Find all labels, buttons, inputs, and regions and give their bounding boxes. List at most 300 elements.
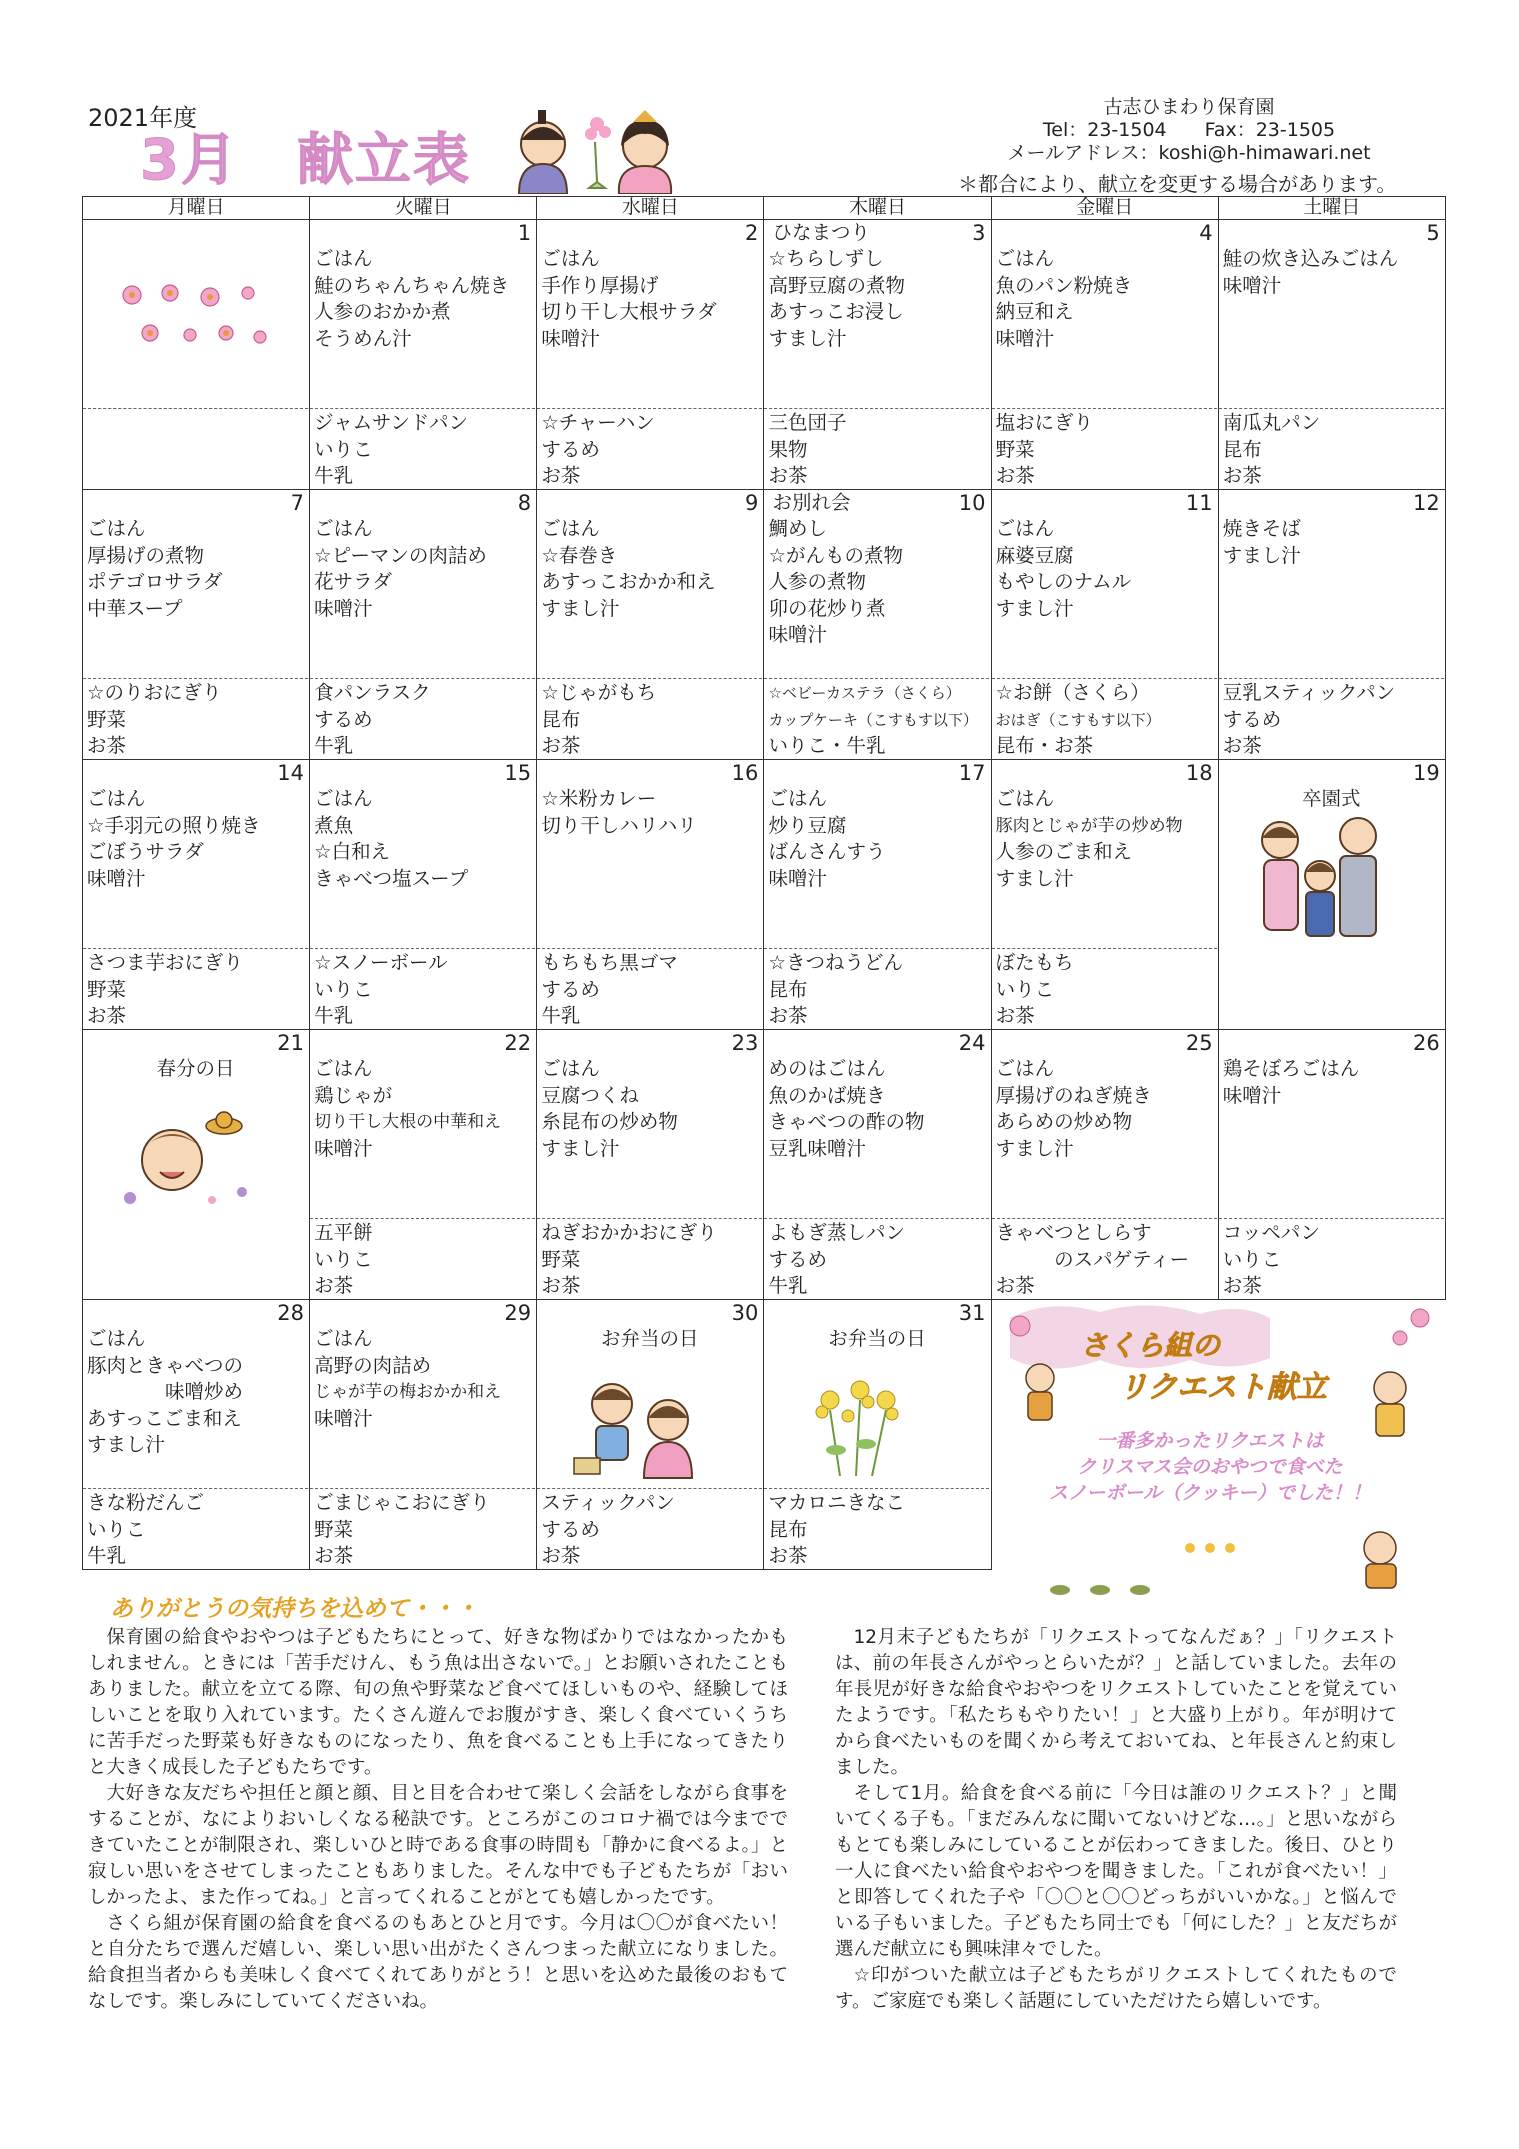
day-event: お弁当の日: [601, 1327, 699, 1350]
snack-item: よもぎ蒸しパン: [768, 1221, 905, 1244]
lunch-menu: [541, 1056, 760, 1162]
lunch-item: ごはん: [87, 787, 146, 810]
lunch-menu: [314, 1056, 533, 1162]
day-event: お別れ会: [772, 491, 851, 514]
lunch-item: きゃべつ塩スープ: [314, 866, 469, 890]
snack-item: するめ: [541, 437, 600, 461]
snack-item: ☆きつねうどん: [768, 951, 903, 974]
lunch-item: 豚肉とじゃが芋の炒め物: [995, 815, 1183, 836]
snack-item: 昆布: [768, 977, 808, 1001]
snack-item: ☆スノーボール: [314, 951, 448, 974]
snack-item: するめ: [314, 707, 373, 731]
snack-item: いりこ: [314, 977, 373, 1001]
day-event: 春分の日: [156, 1057, 235, 1080]
snack-item: きゃべつとしらす: [995, 1221, 1152, 1244]
lunch-item: ☆がんもの煮物: [768, 543, 903, 567]
day-number: 19: [1413, 761, 1440, 785]
lunch-item: ごはん: [314, 1327, 373, 1350]
lunch-item: 人参のおかか煮: [314, 300, 451, 323]
snack-item: 昆布: [768, 1517, 808, 1541]
lunch-item: ごはん: [995, 1057, 1055, 1080]
day-cell: [764, 490, 991, 760]
request-title-line2: リクエスト献立: [1118, 1370, 1327, 1405]
snack-item: するめ: [541, 1517, 600, 1541]
week-row: [83, 490, 1446, 760]
snack-item: 牛乳: [314, 464, 354, 487]
snack-menu: [768, 680, 987, 760]
day-cell: [1218, 1030, 1445, 1300]
lunch-item: 魚のかば焼き: [768, 1083, 886, 1107]
lunch-item: ごはん: [314, 247, 373, 270]
lunch-snack-divider: [310, 408, 535, 409]
request-text-line1: 一番多かったリクエストは: [1096, 1430, 1324, 1452]
day-number: 21: [277, 1031, 304, 1055]
lunch-menu: [1223, 516, 1442, 569]
lunch-menu: [87, 786, 306, 892]
lunch-item: すまし汁: [995, 1136, 1074, 1160]
lunch-item: 豆腐つくね: [541, 1083, 639, 1107]
day-cell: [991, 490, 1218, 760]
lunch-item: ごはん: [995, 247, 1055, 270]
thanks-right-column: [835, 1625, 1397, 2015]
day-number: 22: [504, 1031, 532, 1055]
lunch-menu: [314, 246, 533, 352]
lunch-item: 厚揚げのねぎ焼き: [995, 1083, 1152, 1107]
lunch-item: あすっこごま和え: [87, 1406, 242, 1430]
lunch-item: 鮭のちゃんちゃん焼き: [314, 273, 510, 297]
day-number: 15: [504, 761, 532, 785]
lunch-item: ポテゴロサラダ: [87, 570, 223, 593]
day-number: 14: [277, 761, 304, 785]
lunch-snack-divider: [537, 1218, 762, 1219]
day-cell: [310, 220, 537, 490]
lunch-item: 高野の肉詰め: [314, 1353, 432, 1377]
lunch-menu: [87, 1326, 306, 1459]
lunch-item: 味噌汁: [768, 866, 827, 890]
snack-item: ☆じゃがもち: [541, 681, 657, 704]
lunch-snack-divider: [83, 948, 308, 949]
weekday-header: 月曜日: [83, 197, 310, 220]
day-number: 18: [1185, 761, 1213, 785]
lunch-item: ☆白和え: [314, 840, 391, 863]
snack-item: お茶: [541, 464, 581, 487]
lunch-item: 味噌汁: [768, 623, 827, 646]
lunch-snack-divider: [992, 678, 1217, 679]
snack-item: お茶: [541, 1544, 581, 1567]
day-cell: [1218, 220, 1445, 490]
lunch-snack-divider: [310, 678, 535, 679]
lunch-snack-divider: [1219, 1218, 1444, 1219]
snack-item: 牛乳: [768, 1274, 808, 1297]
lunch-item: すまし汁: [541, 596, 620, 620]
day-cell: [991, 220, 1218, 490]
lunch-item: すまし汁: [541, 1136, 620, 1160]
lunch-item: ごはん: [314, 787, 373, 810]
lunch-item: 味噌汁: [314, 596, 373, 620]
lunch-snack-divider: [992, 948, 1217, 949]
snack-item: 豆乳スティックパン: [1222, 681, 1396, 704]
day-cell: [1218, 490, 1445, 760]
snack-item: お茶: [314, 1544, 354, 1567]
lunch-item: ごはん: [768, 787, 827, 810]
snack-menu: [314, 950, 533, 1030]
snack-item: 牛乳: [87, 1544, 127, 1567]
lunch-item: すまし汁: [995, 866, 1074, 890]
day-number: 28: [277, 1301, 304, 1325]
thanks-right-paragraph: 12月末子どもたちが「リクエストってなんだぁ？」「リクエストは、前の年長さんがやっとらいたが？」と話していました。去年の年長児が好きな給食やおやつをリクエストしていたことを覚えていたようです。「私たちもやりたい！」と大盛り上がり。年が明けてから食べたいものを聞くから考えておいてね、と年長さんと約束しました。: [835, 1627, 1397, 1778]
snack-item: ぼたもち: [995, 951, 1074, 974]
lunch-menu: [996, 1056, 1215, 1162]
lunch-menu: [314, 786, 533, 892]
lunch-snack-divider: [537, 1488, 762, 1489]
lunch-item: ばんさんすう: [768, 840, 886, 863]
day-cell: [537, 760, 764, 1030]
lunch-item: 切り干しハリハリ: [541, 813, 697, 837]
day-number: 11: [1185, 491, 1213, 515]
lunch-item: すまし汁: [768, 326, 847, 350]
lunch-item: 人参の煮物: [768, 570, 866, 593]
snack-item: スティックパン: [541, 1491, 675, 1514]
snack-item: 野菜: [87, 977, 127, 1001]
day-number: 31: [958, 1301, 986, 1325]
snack-item: するめ: [541, 977, 600, 1001]
email-address: メールアドレス：koshi@h-himawari.net: [1007, 142, 1371, 164]
snack-menu: [768, 950, 987, 1030]
snack-item: 昆布: [1222, 437, 1262, 461]
week-row: [83, 220, 1446, 490]
lunch-item: 花サラダ: [314, 570, 392, 593]
snack-item: 牛乳: [314, 734, 354, 757]
thanks-right-paragraph: そして1月。給食を食べる前に「今日は誰のリクエスト？」と聞いてくる子も。「まだみんなに聞いてないけどな…。」と思いながらもとても楽しみにしていることが伝わってきました。後日、ひとり一人に食べたい給食やおやつを聞きました。「これが食べたい！」と即答してくれた子や「〇〇と〇〇どっちがいいかな。」と悩んでいる子もいました。子どもたち同士でも「何にした？」と友だちが選んだ献立にも興味津々でした。: [835, 1783, 1397, 1960]
lunch-menu: [768, 246, 987, 352]
spring-child-illustration: [112, 1100, 262, 1210]
weekday-header: 金曜日: [991, 197, 1218, 220]
snack-item: 牛乳: [541, 1004, 581, 1027]
lunch-item: ごはん: [314, 517, 373, 540]
day-event: ひなまつり: [772, 221, 870, 244]
snack-menu: [996, 680, 1215, 760]
day-number: 10: [958, 491, 986, 515]
day-cell: [310, 490, 537, 760]
lunch-item: 味噌汁: [995, 326, 1055, 350]
snack-menu: [87, 680, 306, 760]
lunch-item: ☆ちらしずし: [768, 247, 884, 270]
lunch-item: 納豆和え: [995, 300, 1074, 323]
snack-item: ☆ベビーカステラ（さくら）: [768, 684, 961, 702]
snack-item: ジャムサンドパン: [314, 411, 469, 434]
lunch-item: 切り干し大根サラダ: [541, 300, 717, 323]
snack-item: 塩おにぎり: [995, 411, 1094, 434]
lunch-snack-divider: [1219, 678, 1444, 679]
day-number: 12: [1413, 491, 1440, 515]
snack-item: マカロニきなこ: [768, 1491, 905, 1514]
change-notice: ＊都合により、献立を変更する場合があります。: [958, 172, 1397, 196]
lunch-snack-divider: [992, 408, 1217, 409]
snack-item: するめ: [1222, 707, 1282, 731]
lunch-item: 高野豆腐の煮物: [768, 273, 905, 297]
snack-item: お茶: [768, 1004, 808, 1027]
snack-item: お茶: [768, 1544, 808, 1567]
snack-item: 五平餅: [314, 1221, 373, 1244]
lunch-menu: [314, 516, 533, 622]
lunch-item: 炒り豆腐: [768, 813, 847, 837]
lunch-snack-divider: [537, 948, 762, 949]
snack-item: 野菜: [87, 707, 127, 731]
lunch-item: あすっこおかか和え: [541, 570, 716, 593]
week-row: [83, 1030, 1446, 1300]
snack-item: 食パンラスク: [314, 681, 431, 704]
page-title: 3月 献立表: [140, 128, 471, 193]
snack-item: お茶: [995, 1004, 1035, 1027]
snack-menu: [768, 410, 987, 490]
weekday-header: 火曜日: [310, 197, 537, 220]
lunch-menu: [996, 516, 1215, 622]
rapeseed-flowers-illustration: [800, 1370, 910, 1480]
lunch-item: ごはん: [995, 787, 1055, 810]
snack-menu: [996, 1220, 1215, 1300]
snack-item: ごまじゃこおにぎり: [314, 1491, 490, 1514]
lunch-item: ごはん: [314, 1057, 373, 1080]
lunch-menu: [996, 786, 1215, 892]
snack-item: いりこ: [995, 977, 1055, 1001]
snack-item: お茶: [1222, 464, 1262, 487]
lunch-item: 味噌汁: [314, 1406, 373, 1430]
snack-item: ☆チャーハン: [541, 411, 655, 434]
day-cell: [537, 220, 764, 490]
snack-item: お茶: [541, 734, 581, 757]
snack-menu: [314, 1490, 533, 1570]
lunch-item: そうめん汁: [314, 326, 412, 350]
year-label: 2021年度: [88, 104, 198, 132]
weekday-header: 水曜日: [537, 197, 764, 220]
lunch-snack-divider: [310, 948, 535, 949]
lunch-item: すまし汁: [1222, 543, 1301, 567]
day-number: 30: [731, 1301, 759, 1325]
snack-item: ☆のりおにぎり: [87, 681, 222, 704]
day-number: 7: [290, 491, 304, 515]
snack-item: コッペパン: [1222, 1221, 1320, 1244]
lunch-item: 鯛めし: [768, 517, 827, 540]
snack-menu: [768, 1220, 987, 1300]
lunch-menu: [996, 246, 1215, 352]
week-row: [83, 760, 1446, 1030]
day-number: 24: [958, 1031, 986, 1055]
nursery-name: 古志ひまわり保育園: [1103, 96, 1275, 118]
lunch-item: 鶏そぼろごはん: [1222, 1057, 1360, 1080]
snack-item: のスパゲティー: [995, 1247, 1190, 1271]
snack-item: いりこ: [314, 1247, 373, 1271]
day-number: 4: [1199, 221, 1213, 245]
snack-menu: [87, 1490, 306, 1570]
snack-item: 三色団子: [768, 411, 847, 434]
lunch-snack-divider: [1219, 408, 1444, 409]
lunch-item: じゃが芋の梅おかか和え: [314, 1382, 502, 1402]
snack-item: 昆布・お茶: [995, 734, 1094, 757]
weekday-header: 木曜日: [764, 197, 991, 220]
lunch-snack-divider: [83, 1488, 308, 1489]
day-number: 3: [972, 221, 986, 245]
snack-item: さつま芋おにぎり: [87, 951, 244, 974]
lunch-item: 切り干し大根の中華和え: [314, 1112, 502, 1132]
request-text-line2: クリスマス会のおやつで食べた: [1077, 1456, 1343, 1478]
lunch-item: ごぼうサラダ: [87, 840, 204, 863]
day-number: 17: [958, 761, 986, 785]
thanks-left-paragraph: 保育園の給食やおやつは子どもたちにとって、好きな物ばかりではなかったかもしれません。ときには「苦手だけん、もう魚は出さないで。」とお願いされたこともありました。献立を立てる際、旬の魚や野菜など食べてほしいものや、経験してほしいことを取り入れています。たくさん遊んでお腹がすき、楽しく食べていくうちに苦手だった野菜も好きなものになったり、魚を食べることも上手になってきたりと大きく成長した子どもたちです。: [88, 1627, 788, 1778]
lunch-snack-divider: [764, 948, 989, 949]
day-cell: [764, 1030, 991, 1300]
request-text-line3: スノーボール（クッキー）でした！！: [1048, 1482, 1372, 1504]
snack-item: いりこ・牛乳: [768, 734, 886, 757]
snack-item: おはぎ（こすもす以下）: [995, 710, 1161, 729]
lunch-item: ごはん: [541, 1057, 600, 1080]
snack-item: お茶: [995, 1274, 1035, 1297]
snack-item: いりこ: [314, 437, 373, 461]
day-cell: [764, 220, 991, 490]
snack-menu: [541, 950, 760, 1030]
snack-item: お茶: [768, 464, 808, 487]
lunch-menu: [87, 516, 306, 622]
lunch-menu: [768, 786, 987, 892]
lunch-menu: [314, 1326, 533, 1432]
snack-item: ねぎおかかおにぎり: [541, 1221, 717, 1244]
lunch-menu: [1223, 246, 1442, 299]
lunch-snack-divider: [83, 408, 308, 409]
day-cell: [764, 760, 991, 1030]
lunch-snack-divider: [764, 678, 989, 679]
day-cell: [310, 1300, 537, 1570]
snack-item: お茶: [87, 734, 127, 757]
lunch-snack-divider: [537, 408, 762, 409]
snack-item: きな粉だんご: [87, 1491, 205, 1514]
weekday-header-row: [83, 197, 1446, 220]
thanks-left-paragraph: さくら組が保育園の給食を食べるのもあとひと月です。今月は〇〇が食べたい！と自分たちで選んだ嬉しい、楽しい思い出がたくさんつまった献立になりました。給食担当者からも美味しく食べてくれてありがとう！と思いを込めた最後のおもてなしです。楽しみにしていてくださいね。: [88, 1913, 788, 2012]
lunch-item: ☆手羽元の照り焼き: [87, 813, 261, 837]
snack-menu: [996, 950, 1215, 1030]
day-cell: [537, 1030, 764, 1300]
snack-item: 果物: [768, 437, 808, 461]
snack-menu: [768, 1490, 987, 1570]
lunch-item: ☆ピーマンの肉詰め: [314, 543, 487, 567]
day-number: 29: [504, 1301, 532, 1325]
day-number: 16: [731, 761, 759, 785]
lunch-item: あすっこお浸し: [768, 300, 904, 323]
lunch-item: ごはん: [995, 517, 1055, 540]
day-cell: [991, 760, 1218, 1030]
lunch-snack-divider: [310, 1218, 535, 1219]
thanks-left-column: [88, 1625, 788, 2015]
day-cell: [991, 1030, 1218, 1300]
lunch-item: 糸昆布の炒め物: [541, 1110, 678, 1133]
lunch-item: 鮭の炊き込みごはん: [1222, 247, 1399, 270]
lunch-item: めのはごはん: [768, 1057, 886, 1080]
lunch-item: 煮魚: [314, 813, 354, 837]
lunch-snack-divider: [537, 678, 762, 679]
snack-menu: [1223, 1220, 1442, 1300]
snack-menu: [87, 950, 306, 1030]
snack-menu: [314, 410, 533, 490]
request-title-line1: さくら組の: [1080, 1329, 1221, 1362]
day-event: 卒園式: [1302, 787, 1361, 810]
lunch-item: もやしのナムル: [995, 570, 1132, 593]
lunch-item: 味噌汁: [541, 326, 600, 350]
snack-item: お茶: [314, 1274, 354, 1297]
nursery-info: [979, 96, 1399, 165]
lunch-snack-divider: [310, 1488, 535, 1489]
lunch-item: 人参のごま和え: [995, 840, 1133, 863]
tel-fax: Tel：23-1504 Fax：23-1505: [1042, 119, 1336, 141]
snack-item: 昆布: [541, 707, 581, 731]
day-cell: [83, 1300, 310, 1570]
snack-menu: [541, 410, 760, 490]
lunch-item: 麻婆豆腐: [995, 543, 1074, 567]
lunch-item: ☆春巻き: [541, 543, 618, 567]
lunch-item: 味噌汁: [314, 1136, 373, 1160]
lunch-item: 卯の花炒り煮: [768, 596, 886, 620]
snack-item: お茶: [541, 1274, 581, 1297]
snack-item: お茶: [1222, 1274, 1262, 1297]
lunch-item: あらめの炒め物: [995, 1110, 1133, 1133]
snack-menu: [996, 410, 1215, 490]
lunch-item: 厚揚げの煮物: [87, 543, 205, 567]
snack-item: カップケーキ（こすもす以下）: [768, 710, 978, 729]
lunch-item: すまし汁: [995, 596, 1074, 620]
day-event: お弁当の日: [828, 1327, 926, 1350]
snack-menu: [1223, 680, 1442, 760]
lunch-item: きゃべつの酢の物: [768, 1110, 925, 1133]
lunch-item: 中華スープ: [87, 596, 183, 620]
day-cell: [83, 490, 310, 760]
lunch-snack-divider: [992, 1218, 1217, 1219]
snack-menu: [541, 1490, 760, 1570]
snack-item: ☆お餅（さくら）: [995, 681, 1150, 704]
snack-item: お茶: [87, 1004, 127, 1027]
lunch-menu: [541, 246, 760, 352]
snack-item: いりこ: [87, 1517, 146, 1541]
snack-item: お茶: [995, 464, 1035, 487]
lunch-item: ごはん: [541, 247, 600, 270]
snack-item: お茶: [1222, 734, 1262, 757]
hina-dolls-illustration: [505, 102, 685, 194]
graduation-family-illustration: [1250, 810, 1390, 950]
snack-item: 牛乳: [314, 1004, 354, 1027]
snack-item: するめ: [768, 1247, 827, 1271]
day-number: 9: [744, 491, 759, 515]
lunch-item: 豆乳味噌汁: [768, 1136, 866, 1160]
lunch-item: ごはん: [541, 517, 600, 540]
snack-menu: [1223, 410, 1442, 490]
snack-menu: [541, 680, 760, 760]
day-cell: [310, 760, 537, 1030]
day-number: 2: [744, 221, 759, 245]
lunch-item: ☆米粉カレー: [541, 787, 657, 810]
request-menu-panel: [990, 1298, 1440, 1598]
lunch-snack-divider: [764, 408, 989, 409]
day-number: 26: [1413, 1031, 1440, 1055]
lunch-item: 豚肉ときゃべつの: [87, 1353, 244, 1377]
lunch-item: すまし汁: [87, 1433, 166, 1456]
snack-item: 南瓜丸パン: [1222, 411, 1321, 434]
day-number: 5: [1426, 221, 1440, 245]
lunch-item: 味噌汁: [1222, 1083, 1282, 1107]
lunch-snack-divider: [83, 678, 308, 679]
lunch-menu: [768, 1056, 987, 1162]
day-cell: [537, 490, 764, 760]
snack-item: 野菜: [314, 1517, 354, 1541]
bento-children-illustration: [570, 1370, 710, 1480]
lunch-item: 味噌汁: [87, 866, 146, 890]
lunch-item: 味噌汁: [1222, 273, 1282, 297]
snack-item: もちもち黒ゴマ: [541, 951, 678, 974]
